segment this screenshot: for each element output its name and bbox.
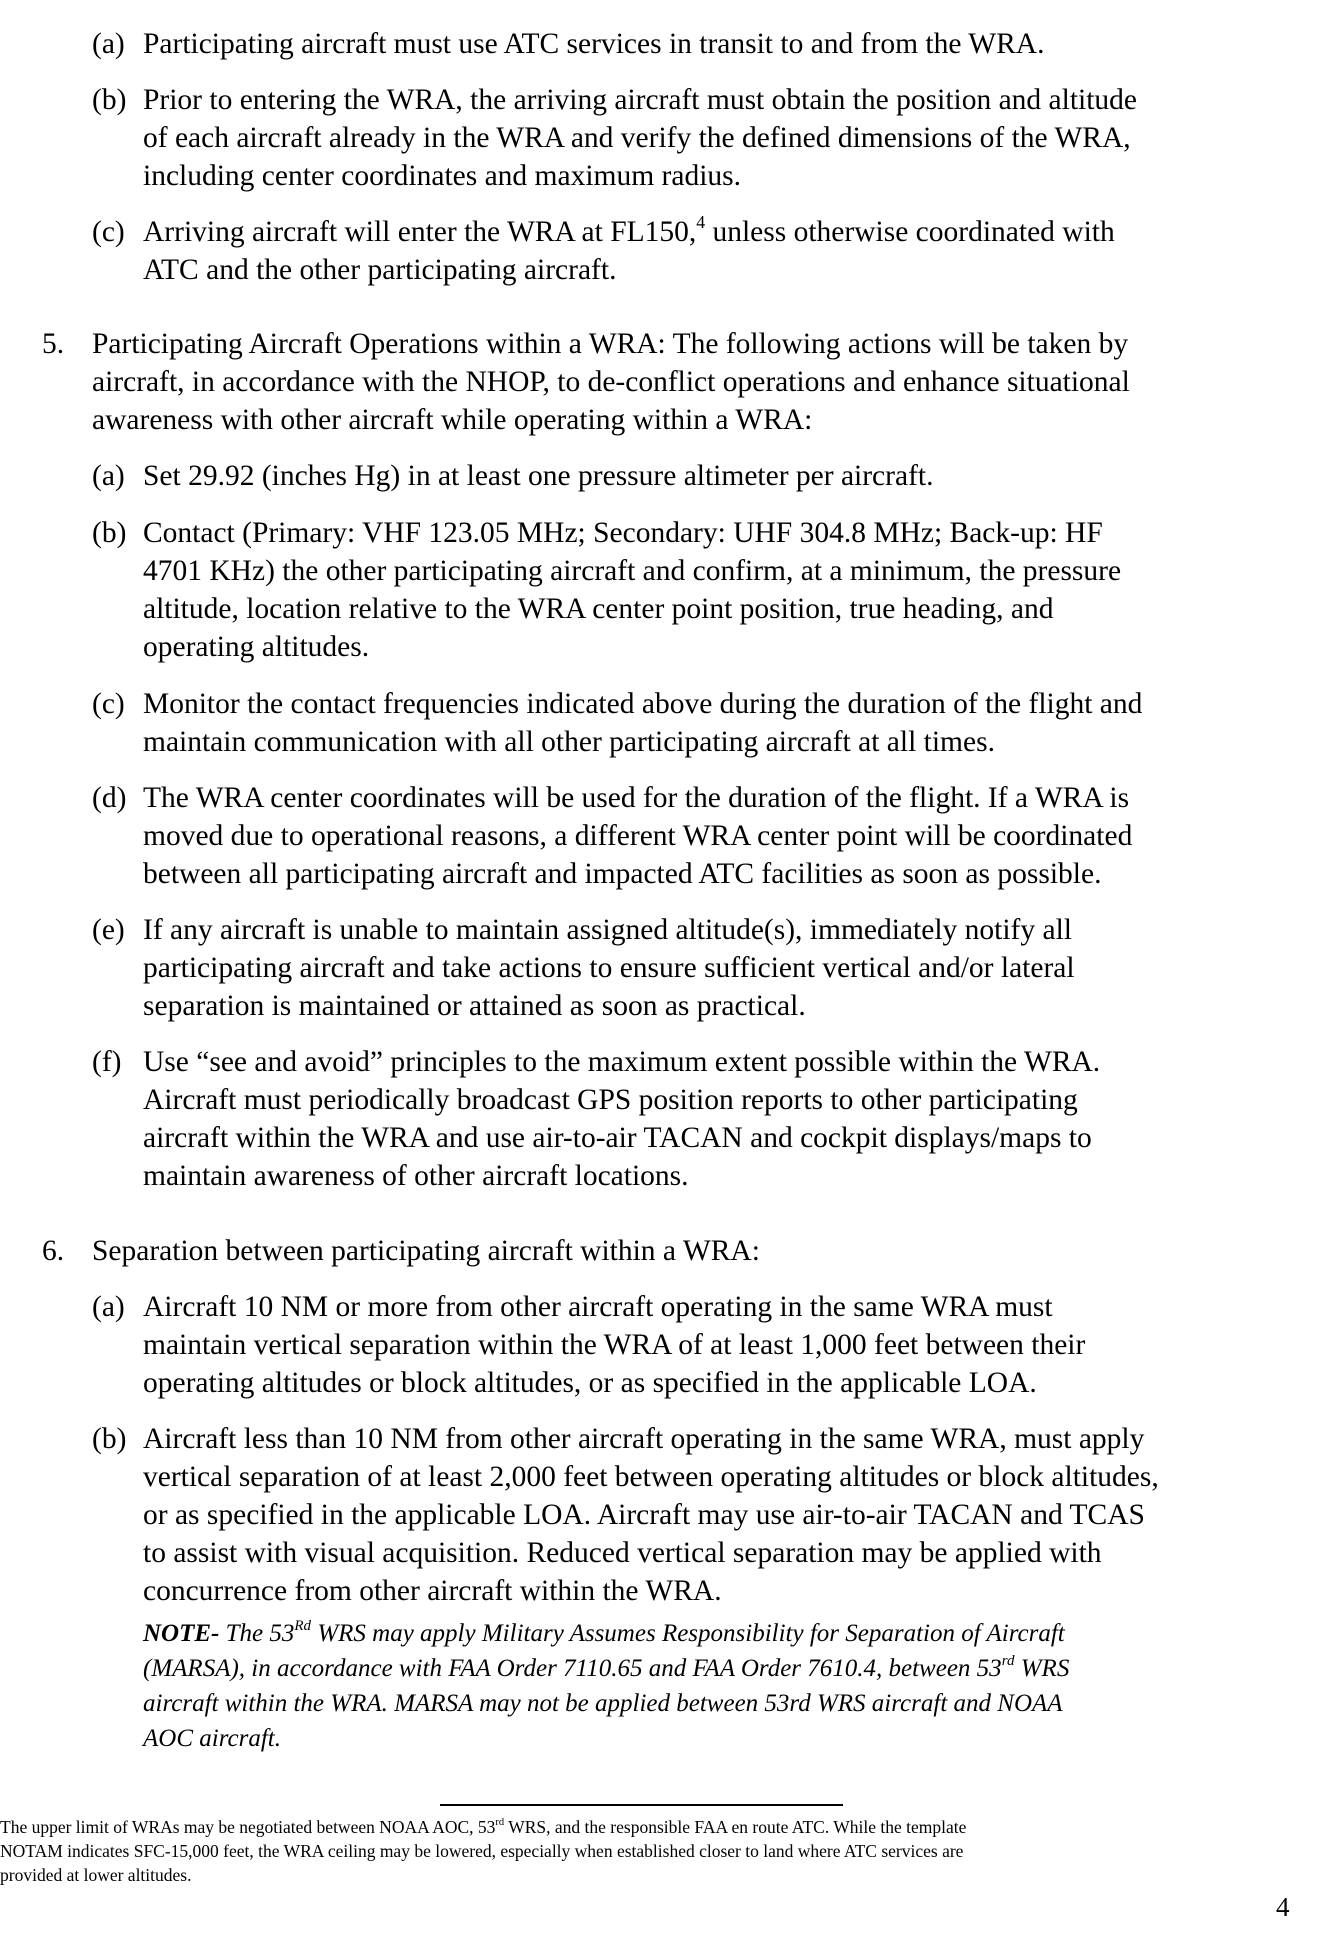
item-label: (f) bbox=[92, 1046, 122, 1078]
footnote-ref: 4 bbox=[696, 212, 706, 233]
item-line: between all participating aircraft and impacted ATC facilities as soon as possible. bbox=[143, 858, 1102, 890]
section-6 bbox=[42, 1232, 760, 1270]
note-line: aircraft within the WRA. MARSA may not be applied between 53rd WRS aircraft and NOAA bbox=[143, 1690, 1063, 1717]
item-line: ATC and the other participating aircraft. bbox=[143, 254, 617, 286]
item-line: 4701 KHz) the other participating aircraft and confirm, at a minimum, the pressure bbox=[143, 555, 1122, 587]
item-label: (d) bbox=[92, 782, 127, 814]
item-label: (a) bbox=[92, 460, 125, 492]
line-text: Arriving aircraft will enter the WRA at FL150, bbox=[143, 216, 697, 248]
item-line: operating altitudes. bbox=[143, 631, 370, 663]
item-line: If any aircraft is unable to maintain assigned altitude(s), immediately notify all bbox=[143, 914, 1072, 946]
item-5d bbox=[92, 779, 1132, 893]
note-line bbox=[143, 1616, 1069, 1651]
ordinal-suffix: Rd bbox=[294, 1618, 312, 1635]
section-line: aircraft, in accordance with the NHOP, to de-conflict operations and enhance situational bbox=[92, 366, 1130, 398]
item-line: altitude, location relative to the WRA center point position, true heading, and bbox=[143, 593, 1054, 625]
item-line: to assist with visual acquisition. Reduced vertical separation may be applied with bbox=[143, 1537, 1102, 1569]
item-6b bbox=[92, 1420, 1159, 1610]
item-4a bbox=[92, 25, 1044, 63]
item-line: The WRA center coordinates will be used for the duration of the flight. If a WRA is bbox=[143, 782, 1130, 814]
item-4c bbox=[92, 213, 1115, 289]
item-5f bbox=[92, 1043, 1100, 1195]
footnote-text: WRS, and the responsible FAA en route ATC. While the template bbox=[504, 1817, 967, 1837]
footnote-text: The upper limit of WRAs may be negotiated between NOAA AOC, 53 bbox=[0, 1817, 496, 1837]
item-line: maintain vertical separation within the WRA of at least 1,000 feet between their bbox=[143, 1329, 1086, 1361]
item-line: Participating aircraft must use ATC services in transit to and from the WRA. bbox=[143, 28, 1045, 60]
item-label: (b) bbox=[92, 84, 127, 116]
ordinal-suffix: rd bbox=[1001, 1653, 1015, 1670]
item-line: Aircraft less than 10 NM from other aircraft operating in the same WRA, must apply bbox=[143, 1423, 1145, 1455]
note-line bbox=[143, 1651, 1069, 1686]
item-label: (a) bbox=[92, 1291, 125, 1323]
item-line: Use “see and avoid” principles to the maximum extent possible within the WRA. bbox=[143, 1046, 1101, 1078]
item-line: concurrence from other aircraft within the WRA. bbox=[143, 1575, 722, 1607]
item-6a bbox=[92, 1288, 1085, 1402]
item-line: Aircraft must periodically broadcast GPS position reports to other participating bbox=[143, 1084, 1078, 1116]
item-line: participating aircraft and take actions to ensure sufficient vertical and/or lateral bbox=[143, 952, 1075, 984]
footnote-separator bbox=[440, 1804, 843, 1806]
item-label: (e) bbox=[92, 914, 125, 946]
section-line: Separation between participating aircraft within a WRA: bbox=[92, 1235, 760, 1267]
item-line: including center coordinates and maximum radius. bbox=[143, 160, 742, 192]
item-label: (b) bbox=[92, 517, 127, 549]
ordinal-suffix: rd bbox=[495, 1817, 505, 1829]
note-text: WRS may apply Military Assumes Responsibility for Separation of Aircraft bbox=[311, 1620, 1065, 1647]
footnote-line: provided at lower altitudes. bbox=[0, 1865, 192, 1885]
page-number: 4 bbox=[1276, 1892, 1290, 1922]
section-5 bbox=[42, 325, 1130, 439]
item-line: or as specified in the applicable LOA. Aircraft may use air-to-air TACAN and TCAS bbox=[143, 1499, 1145, 1531]
item-line: Aircraft 10 NM or more from other aircraft operating in the same WRA must bbox=[143, 1291, 1053, 1323]
item-line: Contact (Primary: VHF 123.05 MHz; Secondary: UHF 304.8 MHz; Back-up: HF bbox=[143, 517, 1103, 549]
item-4b bbox=[92, 81, 1137, 195]
item-5b bbox=[92, 514, 1121, 666]
item-5e bbox=[92, 911, 1075, 1025]
line-text: unless otherwise coordinated with bbox=[705, 216, 1115, 248]
item-line: maintain communication with all other participating aircraft at all times. bbox=[143, 726, 995, 758]
item-line: separation is maintained or attained as soon as practical. bbox=[143, 990, 806, 1022]
footnote bbox=[0, 1815, 966, 1887]
note-line: AOC aircraft. bbox=[143, 1725, 281, 1752]
section-line: Participating Aircraft Operations within a WRA: The following actions will be taken by bbox=[92, 328, 1129, 360]
item-line: operating altitudes or block altitudes, or as specified in the applicable LOA. bbox=[143, 1367, 1037, 1399]
section-number: 5. bbox=[42, 328, 65, 360]
note-paragraph bbox=[143, 1616, 1069, 1756]
item-5a bbox=[92, 457, 933, 495]
item-label: (c) bbox=[92, 216, 125, 248]
item-line: Monitor the contact frequencies indicated above during the duration of the flight and bbox=[143, 688, 1143, 720]
item-5c bbox=[92, 685, 1142, 761]
item-line: vertical separation of at least 2,000 feet between operating altitudes or block altitudes, bbox=[143, 1461, 1159, 1493]
item-line: moved due to operational reasons, a different WRA center point will be coordinated bbox=[143, 820, 1133, 852]
section-number: 6. bbox=[42, 1235, 65, 1267]
item-line: aircraft within the WRA and use air-to-air TACAN and cockpit displays/maps to bbox=[143, 1122, 1092, 1154]
item-line: Set 29.92 (inches Hg) in at least one pressure altimeter per aircraft. bbox=[143, 460, 934, 492]
section-line: awareness with other aircraft while operating within a WRA: bbox=[92, 404, 813, 436]
footnote-line bbox=[0, 1815, 966, 1839]
item-label: (c) bbox=[92, 688, 125, 720]
item-label: (b) bbox=[92, 1423, 127, 1455]
item-line: maintain awareness of other aircraft locations. bbox=[143, 1160, 689, 1192]
item-label: (a) bbox=[92, 28, 125, 60]
note-text: The 53 bbox=[219, 1620, 295, 1647]
item-line: of each aircraft already in the WRA and verify the defined dimensions of the WRA, bbox=[143, 122, 1131, 154]
note-label: NOTE- bbox=[143, 1620, 220, 1647]
note-text: (MARSA), in accordance with FAA Order 7110.65 and FAA Order 7610.4, between 53 bbox=[143, 1655, 1002, 1682]
note-text: WRS bbox=[1014, 1655, 1070, 1682]
item-line bbox=[143, 213, 1115, 251]
item-line: Prior to entering the WRA, the arriving aircraft must obtain the position and altitude bbox=[143, 84, 1138, 116]
footnote-line: NOTAM indicates SFC-15,000 feet, the WRA ceiling may be lowered, especially when established closer to land where ATC services are bbox=[0, 1841, 964, 1861]
